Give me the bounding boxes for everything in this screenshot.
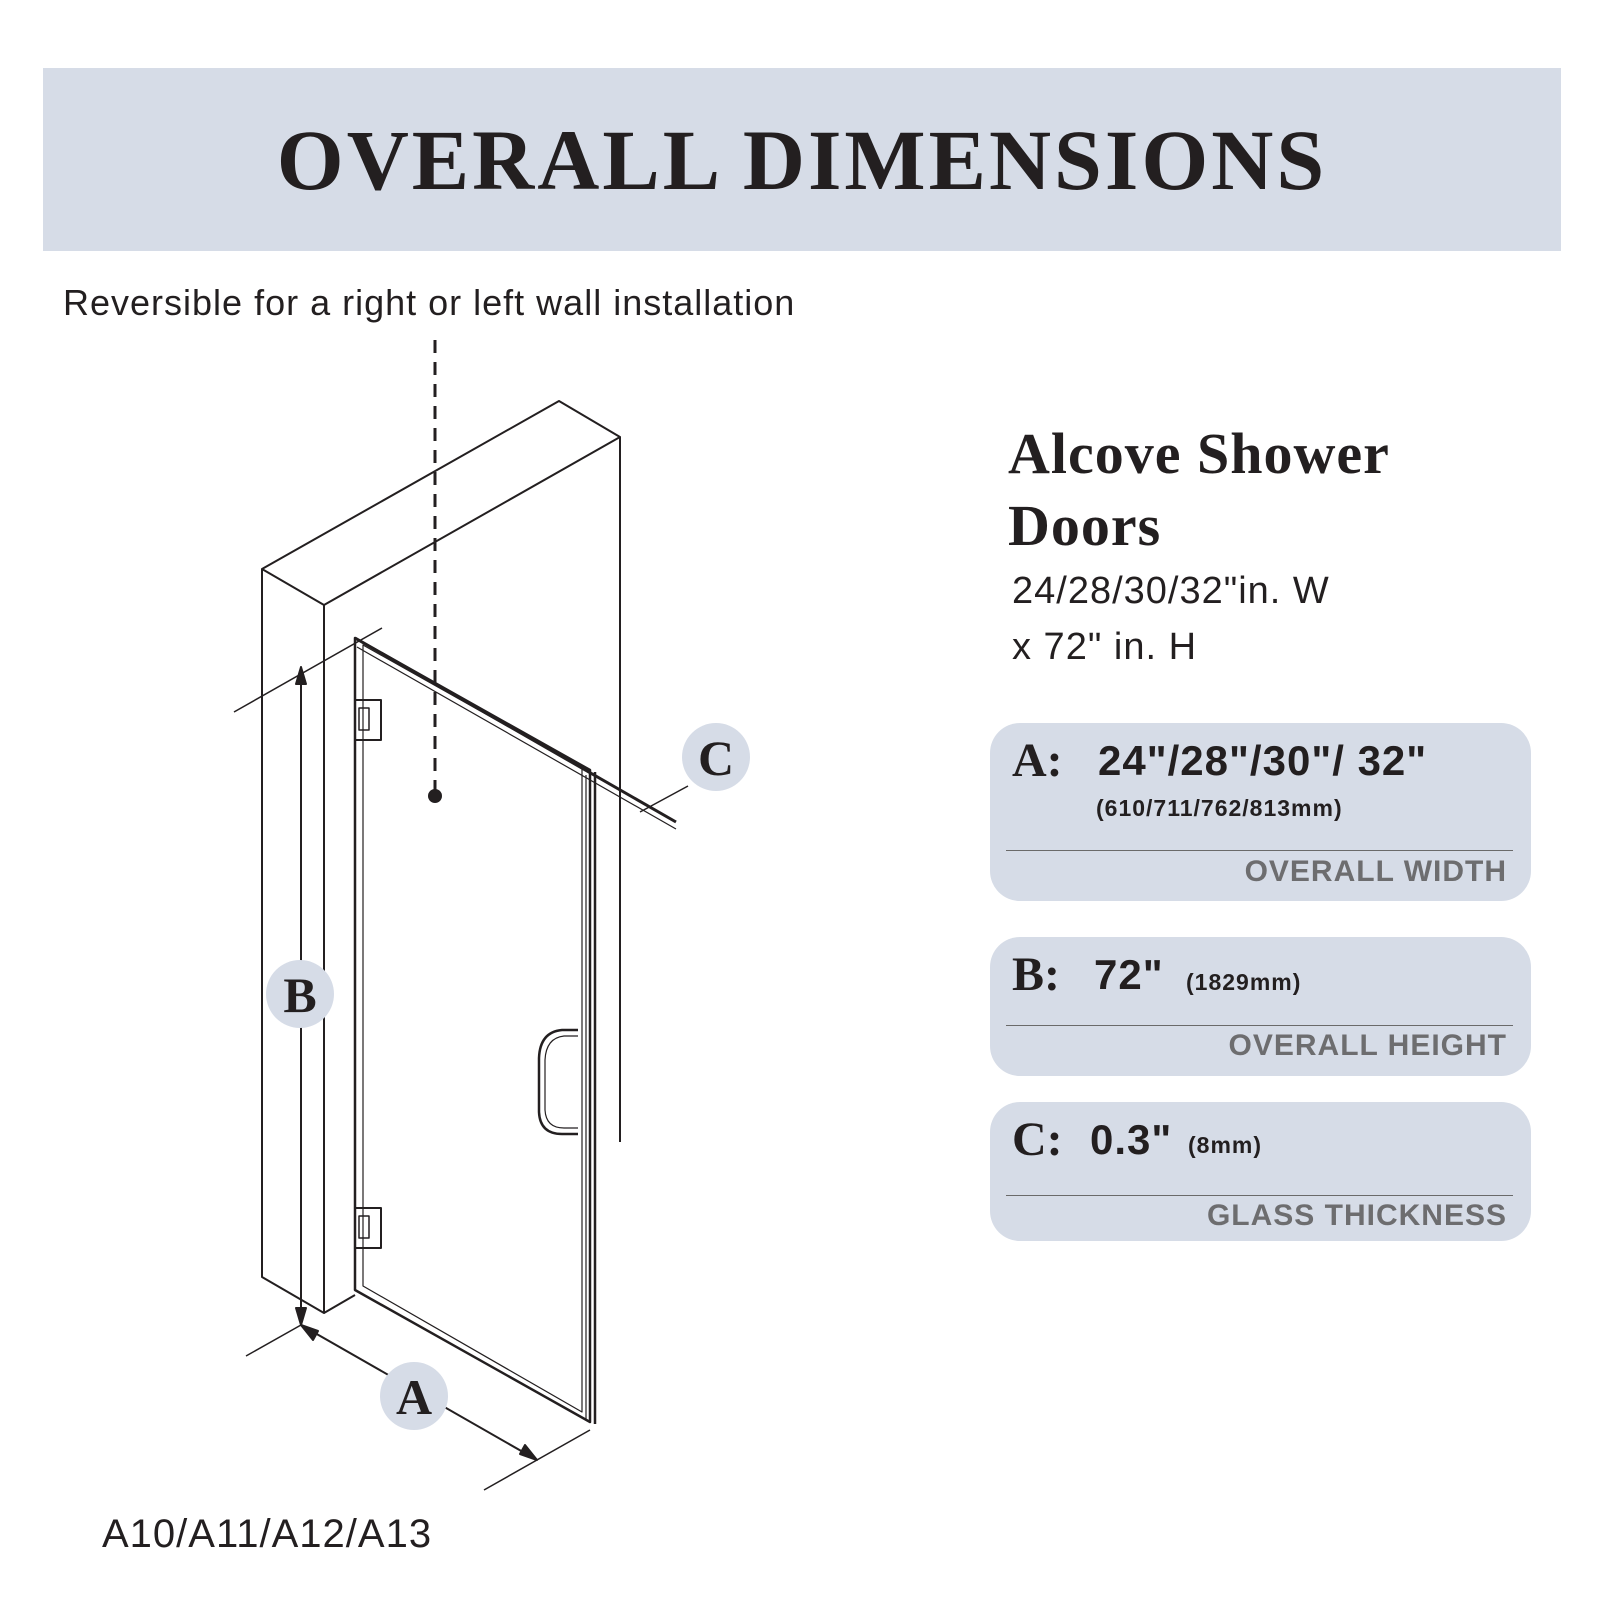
wall-top-face bbox=[262, 401, 620, 605]
spec-divider bbox=[1006, 1195, 1513, 1196]
svg-text:C: C bbox=[697, 730, 735, 786]
product-title-line1: Alcove Shower bbox=[1008, 421, 1390, 486]
spec-divider bbox=[1006, 850, 1513, 851]
spec-value: 0.3" bbox=[1090, 1116, 1173, 1163]
svg-text:A: A bbox=[395, 1369, 433, 1425]
spec-divider bbox=[1006, 1025, 1513, 1026]
reversible-note: Reversible for a right or left wall installation bbox=[63, 282, 796, 323]
svg-text:B: B bbox=[283, 967, 317, 1023]
spec-card-height bbox=[990, 937, 1531, 1076]
glass-panel bbox=[355, 638, 590, 1422]
spec-metric: (1829mm) bbox=[1186, 969, 1302, 995]
product-title bbox=[1008, 418, 1568, 562]
spec-value: 72" bbox=[1094, 951, 1164, 998]
dimension-label-b bbox=[266, 960, 334, 1028]
spec-caption: GLASS THICKNESS bbox=[1206, 1199, 1507, 1232]
spec-letter: C: bbox=[1012, 1113, 1063, 1166]
spec-value: 24"/28"/30"/ 32" bbox=[1098, 737, 1428, 784]
glass-panel-inner bbox=[363, 645, 582, 1412]
thickness-leader bbox=[640, 786, 688, 812]
model-numbers: A10/A11/A12/A13 bbox=[102, 1512, 433, 1556]
dimension-label-a bbox=[380, 1362, 448, 1430]
spec-card-width bbox=[990, 723, 1531, 901]
page-title: OVERALL DIMENSIONS bbox=[276, 111, 1328, 208]
bottom-hinge bbox=[355, 1208, 381, 1248]
product-size-width: 24/28/30/32"in. W bbox=[1012, 570, 1330, 612]
product-size-height: x 72" in. H bbox=[1012, 626, 1198, 668]
spec-caption: OVERALL WIDTH bbox=[1244, 855, 1507, 888]
top-hinge bbox=[355, 700, 381, 740]
wall-front-face bbox=[262, 569, 324, 1313]
spec-letter: A: bbox=[1012, 734, 1063, 787]
spec-card-thickness bbox=[990, 1102, 1531, 1241]
spec-caption: OVERALL HEIGHT bbox=[1228, 1029, 1507, 1062]
wall-inner-edge bbox=[324, 1295, 355, 1313]
spec-letter: B: bbox=[1012, 948, 1060, 1001]
spec-metric: (610/711/762/813mm) bbox=[1096, 795, 1343, 821]
spec-metric: (8mm) bbox=[1188, 1132, 1263, 1158]
dimension-label-c bbox=[682, 723, 750, 791]
product-title-line2: Doors bbox=[1008, 493, 1162, 558]
